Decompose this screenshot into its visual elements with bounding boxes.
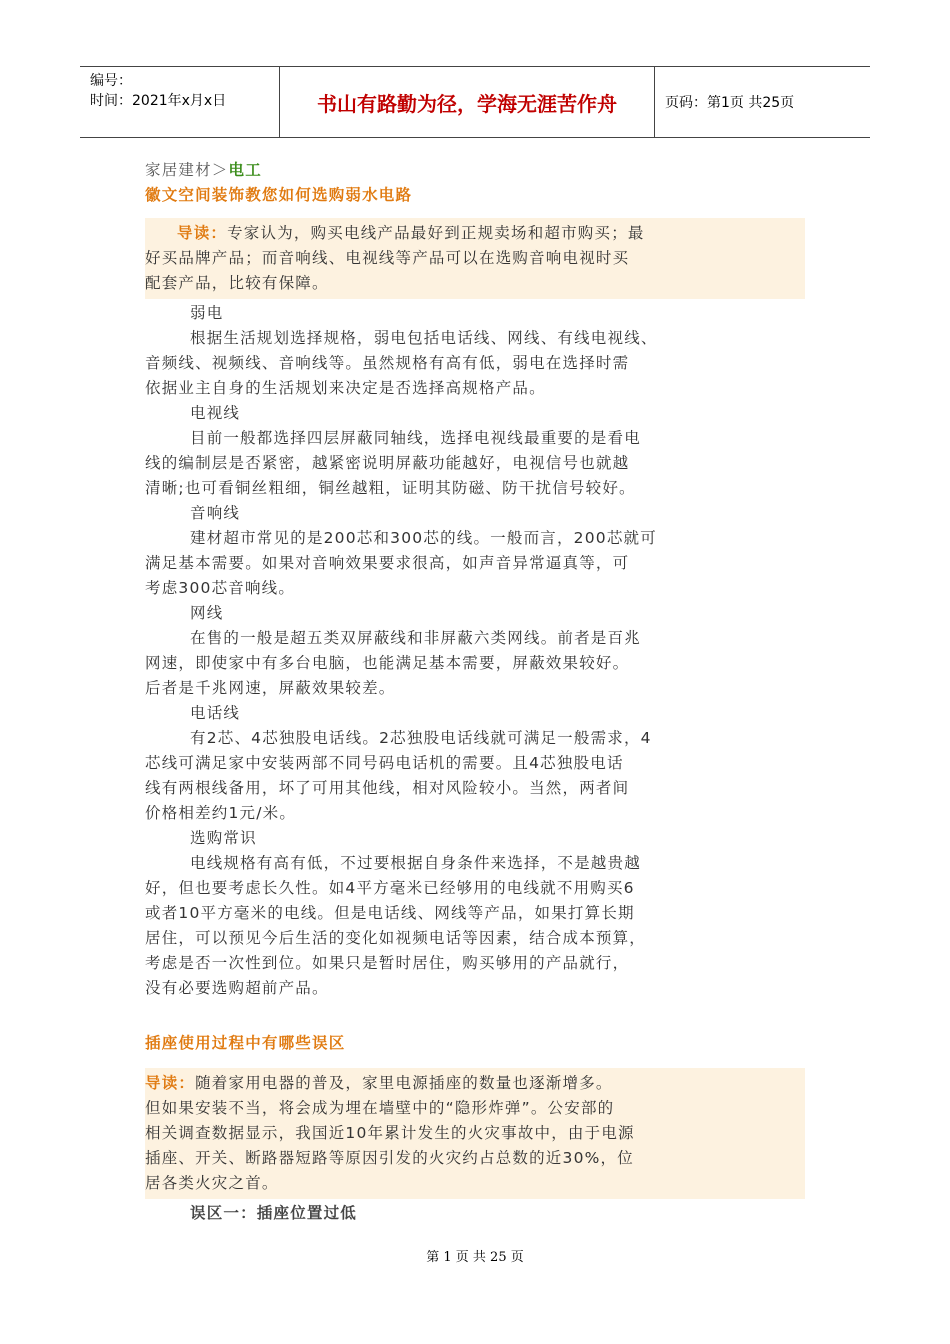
paragraph-line: 考虑300芯音响线。 (145, 579, 296, 597)
section-heading: 选购常识 (190, 829, 257, 847)
paragraph-line: 没有必要选购超前产品。 (145, 979, 329, 997)
paragraph-line: 好，但也要考虑长久性。如4平方毫米已经够用的电线就不用购买6 (145, 879, 635, 897)
page-header (80, 66, 870, 138)
paragraph-line: 满足基本需要。如果对音响效果要求很高，如声音异常逼真等，可 (145, 554, 630, 572)
lead-line: 导读：随着家用电器的普及，家里电源插座的数量也逐渐增多。 (145, 1074, 613, 1092)
paragraph-line: 网速，即使家中有多台电脑，也能满足基本需要，屏蔽效果较好。 (145, 654, 630, 672)
paragraph-line: 依据业主自身的生活规划来决定是否选择高规格产品。 (145, 379, 546, 397)
paragraph-line: 目前一般都选择四层屏蔽同轴线，选择电视线最重要的是看电 (190, 429, 641, 447)
header-motto: 书山有路勤为径，学海无涯苦作舟 (280, 67, 655, 137)
header-meta (80, 67, 280, 137)
paragraph-line: 考虑是否一次性到位。如果只是暂时居住，购买够用的产品就行， (145, 954, 630, 972)
article2-title: 插座使用过程中有哪些误区 (145, 1034, 346, 1052)
section-heading: 弱电 (190, 304, 224, 322)
page-footer: 第 1 页 共 25 页 (426, 1250, 524, 1265)
header-page-info: 页码：第1页 共25页 (665, 95, 795, 111)
paragraph-line: 建材超市常见的是200芯和300芯的线。一般而言，200芯就可 (190, 529, 657, 547)
lead-line: 配套产品，比较有保障。 (145, 274, 329, 292)
paragraph-line: 根据生活规划选择规格，弱电包括电话线、网线、有线电视线、 (190, 329, 658, 347)
paragraph-line: 线有两根线备用，坏了可用其他线，相对风险较小。当然，两者间 (145, 779, 630, 797)
section-heading: 电视线 (190, 404, 241, 422)
breadcrumb-current[interactable]: 电工 (228, 161, 262, 179)
paragraph-line: 有2芯、4芯独股电话线。2芯独股电话线就可满足一般需求，4 (190, 729, 652, 747)
lead-line: 好买品牌产品；而音响线、电视线等产品可以在选购音响电视时买 (145, 249, 630, 267)
paragraph-line: 清晰;也可看铜丝粗细，铜丝越粗，证明其防磁、防干扰信号较好。 (145, 479, 636, 497)
paragraph-line: 芯线可满足家中安装两部不同号码电话机的需要。且4芯独股电话 (145, 754, 624, 772)
document-body (145, 158, 805, 1226)
paragraph-line: 线的编制层是否紧密，越紧密说明屏蔽功能越好，电视信号也就越 (145, 454, 630, 472)
paragraph-line: 后者是千兆网速，屏蔽效果较差。 (145, 679, 396, 697)
section-heading: 音响线 (190, 504, 241, 522)
section-heading: 网线 (190, 604, 224, 622)
section-heading: 电话线 (190, 704, 241, 722)
breadcrumb-prefix[interactable]: 家居建材＞ (145, 161, 229, 179)
lead-line: 但如果安装不当，将会成为埋在墙壁中的“隐形炸弹”。公安部的 (145, 1099, 615, 1117)
lead-line: 插座、开关、断路器短路等原因引发的火灾约占总数的近30%，位 (145, 1149, 634, 1167)
lead-label: 导读： (177, 224, 228, 242)
sub-heading: 误区一：插座位置过低 (190, 1204, 358, 1222)
lead-line: 导读：专家认为，购买电线产品最好到正规卖场和超市购买；最 (177, 224, 645, 242)
article-sections (145, 301, 805, 1001)
lead-line: 居各类火灾之首。 (145, 1174, 279, 1192)
breadcrumb (145, 158, 805, 183)
paragraph-line: 或者10平方毫米的电线。但是电话线、网线等产品，如果打算长期 (145, 904, 635, 922)
lead-box (145, 218, 805, 299)
article-title: 徽文空间装饰教您如何选购弱水电路 (145, 186, 413, 204)
lead-line: 相关调查数据显示，我国近10年累计发生的火灾事故中，由于电源 (145, 1124, 635, 1142)
paragraph-line: 电线规格有高有低，不过要根据自身条件来选择，不是越贵越 (190, 854, 641, 872)
document-date: 时间：2021年x月x日 (90, 93, 227, 109)
paragraph-line: 在售的一般是超五类双屏蔽线和非屏蔽六类网线。前者是百兆 (190, 629, 641, 647)
paragraph-line: 价格相差约1元/米。 (145, 804, 297, 822)
lead-box-2 (145, 1068, 805, 1199)
paragraph-line: 音频线、视频线、音响线等。虽然规格有高有低，弱电在选择时需 (145, 354, 630, 372)
lead-label: 导读： (145, 1074, 196, 1092)
paragraph-line: 居住，可以预见今后生活的变化如视频电话等因素，结合成本预算， (145, 929, 647, 947)
document-number: 编号： (90, 73, 132, 89)
